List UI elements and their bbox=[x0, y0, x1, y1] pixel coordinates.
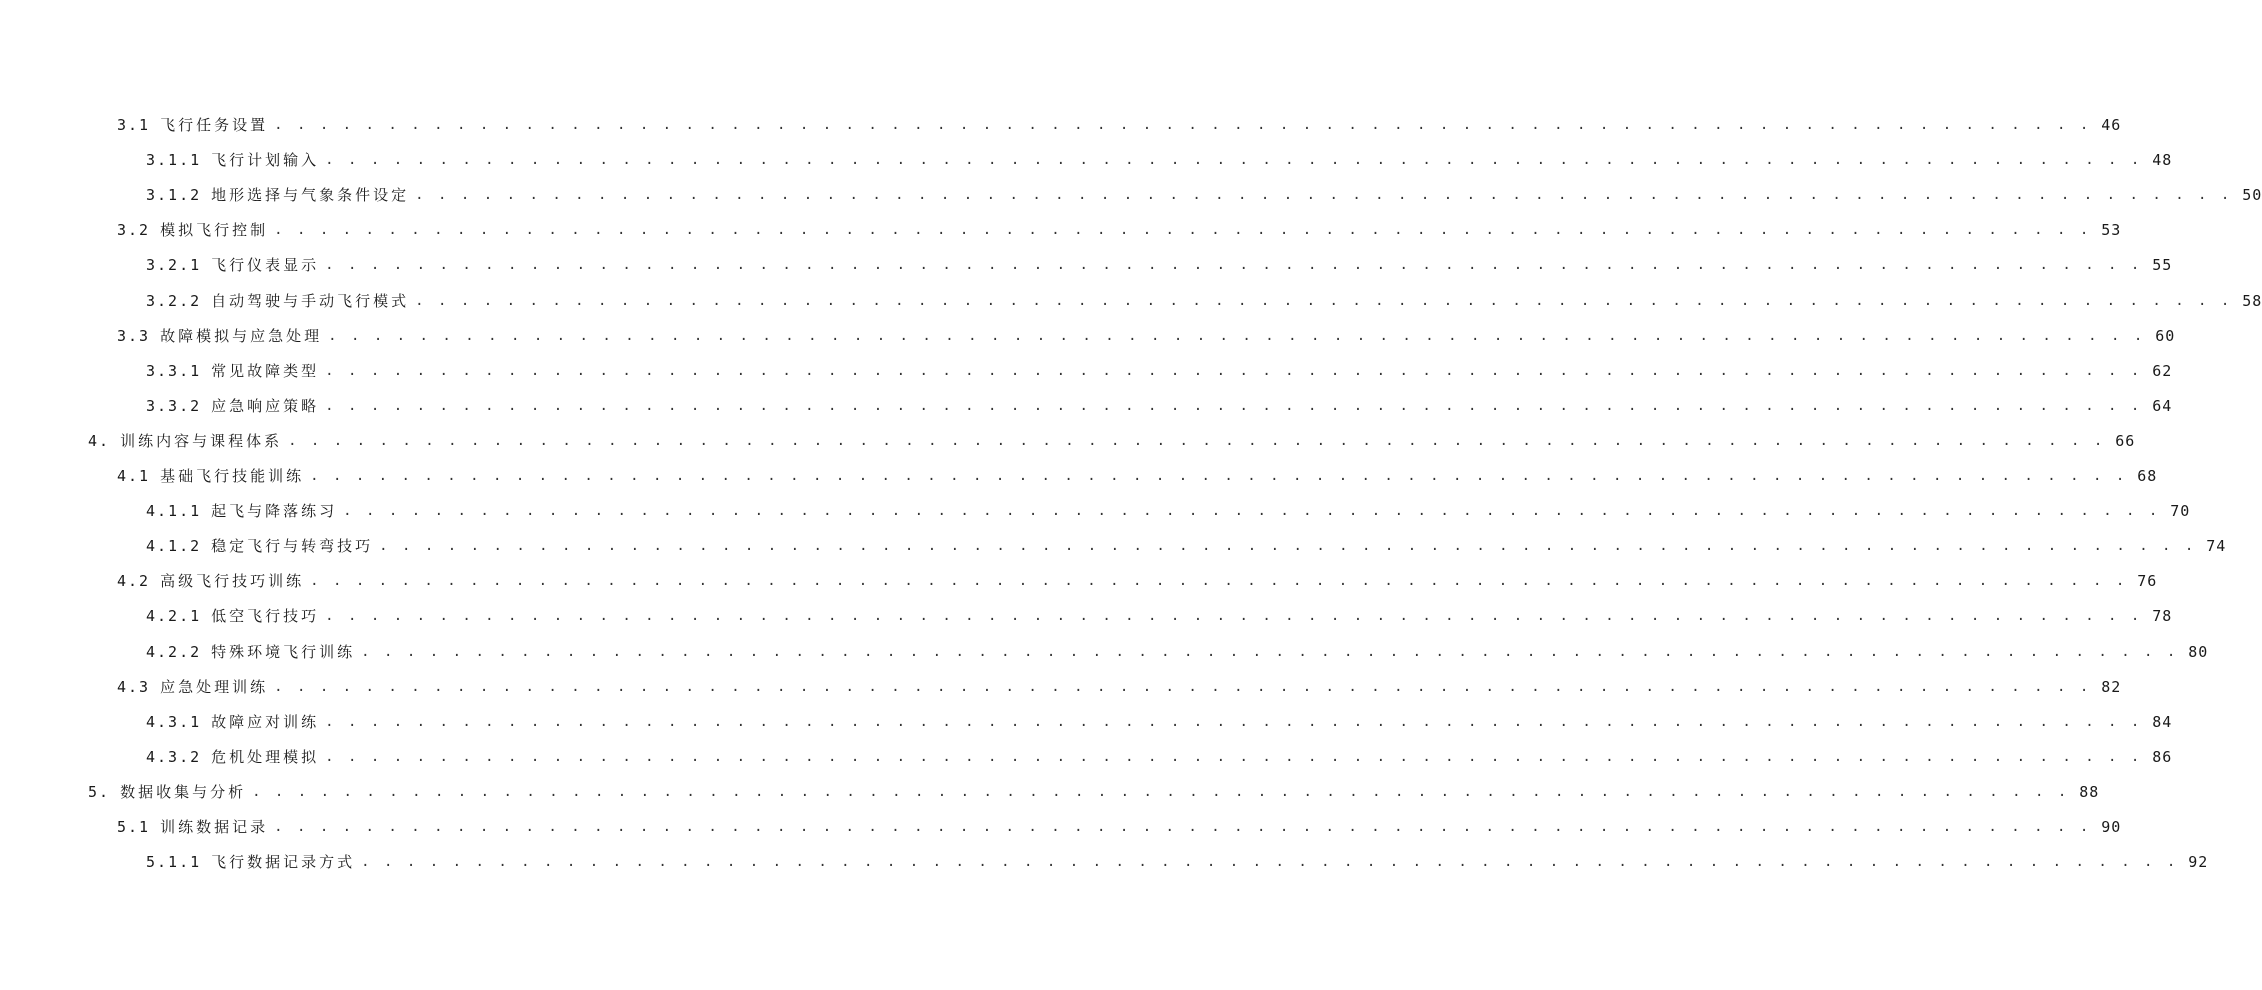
toc-entry[interactable] bbox=[146, 253, 2173, 277]
toc-entry-number: 5.1.1 bbox=[146, 853, 202, 871]
toc-entry-title: 高级飞行技巧训练 bbox=[160, 572, 305, 590]
toc-entry-number: 3.2.1 bbox=[146, 256, 202, 274]
toc-entry-title: 地形选择与气象条件设定 bbox=[211, 186, 410, 204]
toc-dot-leader: . . . . . . . . . . . . . . . . . . . . . . . . . . . . . . . . . . . . . . . . . . . . . . . . . . . . . . . . . . . . . . . . . . . . . . . . . . . . . . . . bbox=[274, 117, 2092, 133]
toc-entry[interactable] bbox=[146, 499, 2191, 523]
toc-entry-title: 故障应对训练 bbox=[211, 713, 320, 731]
toc-entry[interactable] bbox=[117, 815, 2122, 839]
toc-dot-leader: . . . . . . . . . . . . . . . . . . . . . . . . . . . . . . . . . . . . . . . . . . . . . . . . . . . . . . . . . . . . . . . . . . . . . . . . . . . . . . . . bbox=[325, 714, 2143, 730]
toc-entry[interactable] bbox=[146, 604, 2173, 628]
toc-entry-number: 4.2.2 bbox=[146, 643, 202, 661]
toc-entry-title: 特殊环境飞行训练 bbox=[211, 643, 356, 661]
toc-entry-number: 4.3 bbox=[117, 678, 151, 696]
toc-entry-page-number: 70 bbox=[2170, 502, 2191, 520]
toc-entry-number: 4.3.1 bbox=[146, 713, 202, 731]
toc-entry-page-number: 86 bbox=[2152, 748, 2173, 766]
toc-dot-leader: . . . . . . . . . . . . . . . . . . . . . . . . . . . . . . . . . . . . . . . . . . . . . . . . . . . . . . . . . . . . . . . . . . . . . . . . . . . . . . . . bbox=[274, 819, 2092, 835]
toc-entry-page-number: 74 bbox=[2206, 537, 2227, 555]
toc-entry-title: 训练内容与课程体系 bbox=[120, 432, 283, 450]
toc-entry[interactable] bbox=[146, 745, 2173, 769]
toc-entry-title: 飞行任务设置 bbox=[160, 116, 269, 134]
toc-entry-page-number: 80 bbox=[2188, 643, 2209, 661]
toc-entry-number: 5. bbox=[88, 783, 111, 801]
toc-entry[interactable] bbox=[88, 780, 2100, 804]
toc-entry[interactable] bbox=[117, 218, 2122, 242]
toc-entry-number: 4.2 bbox=[117, 572, 151, 590]
toc-entry-page-number: 46 bbox=[2101, 116, 2122, 134]
toc-entry-page-number: 82 bbox=[2101, 678, 2122, 696]
toc-entry[interactable] bbox=[146, 534, 2227, 558]
toc-entry[interactable] bbox=[146, 850, 2209, 874]
toc-entry-page-number: 68 bbox=[2137, 467, 2158, 485]
toc-entry-title: 飞行仪表显示 bbox=[211, 256, 320, 274]
toc-entry-number: 4.1.1 bbox=[146, 502, 202, 520]
toc-dot-leader: . . . . . . . . . . . . . . . . . . . . . . . . . . . . . . . . . . . . . . . . . . . . . . . . . . . . . . . . . . . . . . . . . . . . . . . . . . . . . . . . bbox=[361, 854, 2179, 870]
toc-entry[interactable] bbox=[146, 640, 2209, 664]
toc-entry[interactable] bbox=[117, 569, 2158, 593]
toc-entry-number: 3.1 bbox=[117, 116, 151, 134]
toc-dot-leader: . . . . . . . . . . . . . . . . . . . . . . . . . . . . . . . . . . . . . . . . . . . . . . . . . . . . . . . . . . . . . . . . . . . . . . . . . . . . . . . . bbox=[325, 152, 2143, 168]
toc-entry-title: 危机处理模拟 bbox=[211, 748, 320, 766]
toc-entry-title: 自动驾驶与手动飞行模式 bbox=[211, 292, 410, 310]
toc-entry-page-number: 76 bbox=[2137, 572, 2158, 590]
toc-dot-leader: . . . . . . . . . . . . . . . . . . . . . . . . . . . . . . . . . . . . . . . . . . . . . . . . . . . . . . . . . . . . . . . . . . . . . . . . . . . . . . . . bbox=[415, 293, 2233, 309]
toc-dot-leader: . . . . . . . . . . . . . . . . . . . . . . . . . . . . . . . . . . . . . . . . . . . . . . . . . . . . . . . . . . . . . . . . . . . . . . . . . . . . . . . . bbox=[252, 784, 2070, 800]
toc-entry-number: 4.2.1 bbox=[146, 607, 202, 625]
toc-entry-page-number: 50 bbox=[2242, 186, 2262, 204]
toc-entry[interactable] bbox=[117, 464, 2158, 488]
toc-entry[interactable] bbox=[146, 148, 2173, 172]
toc-dot-leader: . . . . . . . . . . . . . . . . . . . . . . . . . . . . . . . . . . . . . . . . . . . . . . . . . . . . . . . . . . . . . . . . . . . . . . . . . . . . . . . . bbox=[325, 398, 2143, 414]
toc-entry-page-number: 58 bbox=[2242, 292, 2262, 310]
toc-entry-page-number: 48 bbox=[2152, 151, 2173, 169]
toc-dot-leader: . . . . . . . . . . . . . . . . . . . . . . . . . . . . . . . . . . . . . . . . . . . . . . . . . . . . . . . . . . . . . . . . . . . . . . . . . . . . . . . . bbox=[343, 503, 2161, 519]
toc-entry[interactable] bbox=[117, 324, 2176, 348]
toc-entry[interactable] bbox=[146, 359, 2173, 383]
toc-entry-page-number: 62 bbox=[2152, 362, 2173, 380]
toc-entry-title: 飞行计划输入 bbox=[211, 151, 320, 169]
toc-entry-page-number: 88 bbox=[2079, 783, 2100, 801]
toc-entry-number: 5.1 bbox=[117, 818, 151, 836]
toc-entry-number: 3.3.2 bbox=[146, 397, 202, 415]
toc-entry-number: 3.3.1 bbox=[146, 362, 202, 380]
toc-entry-page-number: 55 bbox=[2152, 256, 2173, 274]
toc-entry-page-number: 78 bbox=[2152, 607, 2173, 625]
toc-dot-leader: . . . . . . . . . . . . . . . . . . . . . . . . . . . . . . . . . . . . . . . . . . . . . . . . . . . . . . . . . . . . . . . . . . . . . . . . . . . . . . . . bbox=[328, 328, 2146, 344]
toc-entry[interactable] bbox=[117, 675, 2122, 699]
toc-entry-page-number: 84 bbox=[2152, 713, 2173, 731]
toc-entry-title: 应急处理训练 bbox=[160, 678, 269, 696]
toc-dot-leader: . . . . . . . . . . . . . . . . . . . . . . . . . . . . . . . . . . . . . . . . . . . . . . . . . . . . . . . . . . . . . . . . . . . . . . . . . . . . . . . . bbox=[325, 608, 2143, 624]
toc-entry[interactable] bbox=[146, 710, 2173, 734]
toc-dot-leader: . . . . . . . . . . . . . . . . . . . . . . . . . . . . . . . . . . . . . . . . . . . . . . . . . . . . . . . . . . . . . . . . . . . . . . . . . . . . . . . . bbox=[325, 257, 2143, 273]
toc-entry-number: 3.2.2 bbox=[146, 292, 202, 310]
toc-dot-leader: . . . . . . . . . . . . . . . . . . . . . . . . . . . . . . . . . . . . . . . . . . . . . . . . . . . . . . . . . . . . . . . . . . . . . . . . . . . . . . . . bbox=[325, 363, 2143, 379]
toc-entry-number: 4.1.2 bbox=[146, 537, 202, 555]
toc-dot-leader: . . . . . . . . . . . . . . . . . . . . . . . . . . . . . . . . . . . . . . . . . . . . . . . . . . . . . . . . . . . . . . . . . . . . . . . . . . . . . . . . bbox=[274, 222, 2092, 238]
toc-entry-title: 低空飞行技巧 bbox=[211, 607, 320, 625]
toc-entry-title: 训练数据记录 bbox=[160, 818, 269, 836]
toc-entry-title: 故障模拟与应急处理 bbox=[160, 327, 323, 345]
toc-entry-page-number: 66 bbox=[2115, 432, 2136, 450]
toc-entry[interactable] bbox=[146, 289, 2262, 313]
toc-dot-leader: . . . . . . . . . . . . . . . . . . . . . . . . . . . . . . . . . . . . . . . . . . . . . . . . . . . . . . . . . . . . . . . . . . . . . . . . . . . . . . . . bbox=[274, 679, 2092, 695]
toc-dot-leader: . . . . . . . . . . . . . . . . . . . . . . . . . . . . . . . . . . . . . . . . . . . . . . . . . . . . . . . . . . . . . . . . . . . . . . . . . . . . . . . . bbox=[310, 573, 2128, 589]
toc-entry-title: 常见故障类型 bbox=[211, 362, 320, 380]
toc-dot-leader: . . . . . . . . . . . . . . . . . . . . . . . . . . . . . . . . . . . . . . . . . . . . . . . . . . . . . . . . . . . . . . . . . . . . . . . . . . . . . . . . bbox=[379, 538, 2197, 554]
toc-dot-leader: . . . . . . . . . . . . . . . . . . . . . . . . . . . . . . . . . . . . . . . . . . . . . . . . . . . . . . . . . . . . . . . . . . . . . . . . . . . . . . . . bbox=[415, 187, 2233, 203]
toc-entry-number: 4. bbox=[88, 432, 111, 450]
toc-entry-page-number: 90 bbox=[2101, 818, 2122, 836]
toc-entry-number: 4.1 bbox=[117, 467, 151, 485]
toc-entry-title: 起飞与降落练习 bbox=[211, 502, 338, 520]
toc-entry-title: 数据收集与分析 bbox=[120, 783, 247, 801]
toc-entry-title: 飞行数据记录方式 bbox=[211, 853, 356, 871]
toc-entry-page-number: 53 bbox=[2101, 221, 2122, 239]
toc-entry[interactable] bbox=[117, 113, 2122, 137]
toc-entry-number: 3.3 bbox=[117, 327, 151, 345]
toc-dot-leader: . . . . . . . . . . . . . . . . . . . . . . . . . . . . . . . . . . . . . . . . . . . . . . . . . . . . . . . . . . . . . . . . . . . . . . . . . . . . . . . . bbox=[288, 433, 2106, 449]
toc-dot-leader: . . . . . . . . . . . . . . . . . . . . . . . . . . . . . . . . . . . . . . . . . . . . . . . . . . . . . . . . . . . . . . . . . . . . . . . . . . . . . . . . bbox=[310, 468, 2128, 484]
toc-entry-page-number: 60 bbox=[2155, 327, 2176, 345]
toc-entry-page-number: 64 bbox=[2152, 397, 2173, 415]
toc-entry[interactable] bbox=[146, 394, 2173, 418]
toc-entry-number: 4.3.2 bbox=[146, 748, 202, 766]
toc-entry-number: 3.1.2 bbox=[146, 186, 202, 204]
toc-dot-leader: . . . . . . . . . . . . . . . . . . . . . . . . . . . . . . . . . . . . . . . . . . . . . . . . . . . . . . . . . . . . . . . . . . . . . . . . . . . . . . . . bbox=[361, 644, 2179, 660]
toc-entry-number: 3.2 bbox=[117, 221, 151, 239]
toc-entry[interactable] bbox=[146, 183, 2262, 207]
toc-entry-page-number: 92 bbox=[2188, 853, 2209, 871]
toc-entry-number: 3.1.1 bbox=[146, 151, 202, 169]
toc-dot-leader: . . . . . . . . . . . . . . . . . . . . . . . . . . . . . . . . . . . . . . . . . . . . . . . . . . . . . . . . . . . . . . . . . . . . . . . . . . . . . . . . bbox=[325, 749, 2143, 765]
toc-entry-title: 应急响应策略 bbox=[211, 397, 320, 415]
toc-entry-title: 基础飞行技能训练 bbox=[160, 467, 305, 485]
toc-entry-title: 模拟飞行控制 bbox=[160, 221, 269, 239]
toc-entry[interactable] bbox=[88, 429, 2136, 453]
toc-entry-title: 稳定飞行与转弯技巧 bbox=[211, 537, 374, 555]
